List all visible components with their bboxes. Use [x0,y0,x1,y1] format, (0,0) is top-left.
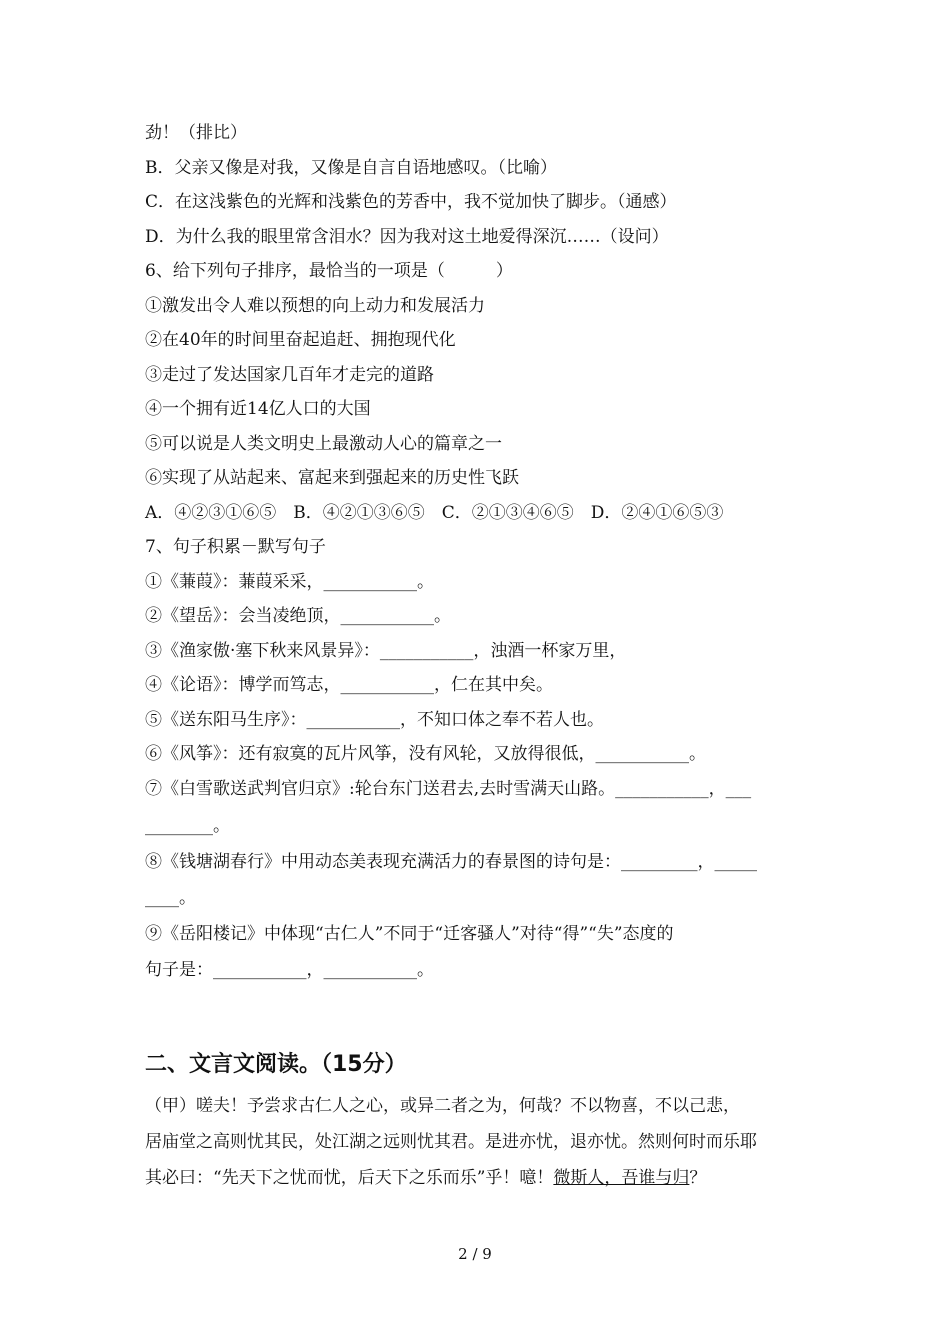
text-line: ⑤可以说是人类文明史上最激动人心的篇章之一 [145,434,502,454]
page-number: 2 / 9 [458,1245,492,1263]
question-6: 6、给下列句子排序，最恰当的一项是（ ） [145,261,513,281]
text-line: ⑦《白雪歌送武判官归京》:轮台东门送君去,去时雪满天山路。___________，___ [145,779,752,799]
text-line: 句子是：___________，___________。 [145,960,434,980]
underlined-phrase: 微斯人，吾谁与归 [553,1168,690,1188]
text-line: ③《渔家傲·塞下秋来风景异》：___________，浊酒一杯家万里， [145,641,627,661]
text-line: ________。 [145,816,230,836]
section-heading: 二、文言文阅读。（15分） [145,1052,407,1077]
answer-options: A．④②③①⑥⑤ B．④②①③⑥⑤ C．②①③④⑥⑤ D．②④①⑥⑤③ [145,503,724,523]
text-line: ⑤《送东阳马生序》：___________，不知口体之奉不若人也。 [145,710,604,730]
text-line: ③走过了发达国家几百年才走完的道路 [145,365,434,385]
end-punctuation: ？ [689,1168,707,1188]
passage-line: （甲）嗟夫！予尝求古仁人之心，或异二者之为，何哉？不以物喜，不以己悲， [145,1096,740,1116]
text-line: ②《望岳》：会当凌绝顶，___________。 [145,606,451,626]
text-line: ②在40年的时间里奋起追赶、拥抱现代化 [145,330,456,350]
text-line: C．在这浅紫色的光辉和浅紫色的芳香中，我不觉加快了脚步。（通感） [145,192,677,212]
question-7: 7、句子积累－默写句子 [145,537,326,557]
text-line: ____。 [145,888,196,908]
text-line: D．为什么我的眼里常含泪水？因为我对这土地爱得深沉……（设问） [145,227,669,247]
passage-line: 居庙堂之高则忧其民，处江湖之远则忧其君。是进亦忧，退亦忧。然则何时而乐耶 [145,1132,757,1152]
passage-line [145,1167,813,1189]
text-line: 劲！（排比） [145,123,247,143]
passage-text: 其必曰：“先天下之忧而忧，后天下之乐而乐”乎！噫！ [145,1168,554,1188]
text-line: ⑥实现了从站起来、富起来到强起来的历史性飞跃 [145,468,519,488]
text-line: ①《蒹葭》：蒹葭采采，___________。 [145,572,434,592]
text-line: B．父亲又像是对我，又像是自言自语地感叹。（比喻） [145,158,557,178]
text-line: ⑧《钱塘湖春行》中用动态美表现充满活力的春景图的诗句是：_________，_____ [145,852,757,872]
text-line: ①激发出令人难以预想的向上动力和发展活力 [145,296,485,316]
text-line: ④一个拥有近14亿人口的大国 [145,399,371,419]
text-line: ⑨《岳阳楼记》中体现“古仁人”不同于“迁客骚人”对待“得”“失”态度的 [145,924,674,944]
text-line: ④《论语》：博学而笃志，___________，仁在其中矣。 [145,675,553,695]
text-line: ⑥《风筝》：还有寂寞的瓦片风筝，没有风轮，又放得很低，___________。 [145,744,706,764]
